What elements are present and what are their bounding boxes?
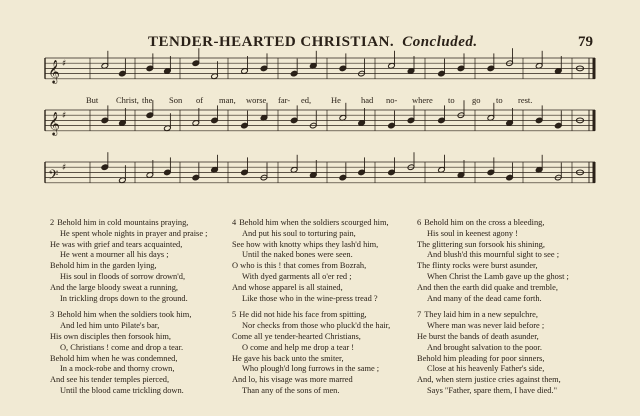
verse-line-text: Says "Father, spare them, I have died." bbox=[427, 385, 557, 395]
verse bbox=[50, 218, 207, 304]
verse-line-text: He gave his back unto the smiter, bbox=[232, 353, 344, 363]
verse-line bbox=[417, 240, 569, 251]
verse-line bbox=[50, 310, 207, 321]
verse-line bbox=[417, 332, 569, 343]
verse-number: 7 bbox=[417, 310, 422, 320]
verse-line bbox=[232, 375, 390, 386]
verse-line bbox=[50, 386, 207, 397]
verse-line-text: And put his soul to torturing pain, bbox=[242, 228, 356, 238]
verse-line-text: Close at his heavenly Father's side, bbox=[427, 364, 545, 374]
verse-line bbox=[232, 321, 390, 332]
verse-line bbox=[417, 310, 569, 321]
verse-line-text: Behold him when he was condemned, bbox=[50, 353, 178, 363]
verse bbox=[417, 218, 569, 304]
verse-line bbox=[232, 229, 390, 240]
verse-line bbox=[417, 250, 569, 261]
verse-line-text: His own disciples then forsook him, bbox=[50, 331, 171, 341]
verse-line-text: In trickling drops down to the ground. bbox=[60, 293, 188, 303]
verse-line bbox=[232, 386, 390, 397]
verse-line bbox=[417, 375, 569, 386]
bass-clef-icon: 𝄢 bbox=[48, 166, 59, 186]
verse-line-text: Behold him on the cross a bleeding, bbox=[424, 218, 545, 227]
verse-line bbox=[50, 229, 207, 240]
verse-line bbox=[50, 272, 207, 283]
lyric-word: He bbox=[331, 95, 341, 105]
verse-line-text: See how with knotty whips they lash'd him, bbox=[232, 239, 379, 249]
sharp-icon: ♯ bbox=[62, 163, 67, 174]
verse-line bbox=[232, 332, 390, 343]
verse-line bbox=[50, 240, 207, 251]
verse-line bbox=[232, 218, 390, 229]
verse-line bbox=[232, 272, 390, 283]
sharp-icon: ♯ bbox=[62, 111, 67, 122]
verse-line bbox=[50, 250, 207, 261]
lyric-word: had bbox=[361, 95, 374, 105]
verse-line bbox=[50, 218, 207, 229]
verse-number: 5 bbox=[232, 310, 237, 320]
verse-number: 3 bbox=[50, 310, 55, 320]
lyric-word: Christ, bbox=[116, 95, 139, 105]
verse-number: 2 bbox=[50, 218, 55, 227]
verse bbox=[232, 218, 390, 304]
lyric-word: to bbox=[496, 95, 503, 105]
verse-line-text: And lo, his visage was more marred bbox=[232, 375, 353, 385]
verse-line-text: And, when stern justice cries against them, bbox=[417, 375, 561, 385]
verse-line-text: He was with grief and tears acquainted, bbox=[50, 239, 183, 249]
verse-line bbox=[232, 294, 390, 305]
page-number: 79 bbox=[578, 34, 593, 50]
verse-line bbox=[417, 261, 569, 272]
lyric-word: the bbox=[142, 95, 153, 105]
verse-line-text: He spent whole nights in prayer and praise ; bbox=[60, 228, 208, 238]
verse-line bbox=[417, 354, 569, 365]
title-text: TENDER-HEARTED CHRISTIAN. bbox=[148, 34, 395, 50]
verse-line-text: O come and help me drop a tear ! bbox=[242, 342, 355, 352]
verse-line bbox=[232, 283, 390, 294]
verse-line-text: The glittering sun forsook his shining, bbox=[417, 239, 545, 249]
verse-line-text: He burst the bands of death asunder, bbox=[417, 331, 539, 341]
verse-column-middle bbox=[232, 218, 390, 403]
verse-line bbox=[232, 364, 390, 375]
verse-line bbox=[417, 283, 569, 294]
verse-line bbox=[417, 343, 569, 354]
verse-line-text: Until the blood came trickling down. bbox=[60, 385, 184, 395]
verse-line-text: With dyed garments all o'er red ; bbox=[242, 271, 352, 281]
verse-line-text: Behold him when the soldiers scourged him, bbox=[239, 218, 389, 227]
verse-line bbox=[50, 343, 207, 354]
verse-line bbox=[50, 364, 207, 375]
verse-line-text: His soul in keenest agony ! bbox=[427, 228, 518, 238]
verse-line-text: Like those who in the wine-press tread ? bbox=[242, 293, 378, 303]
verse-line bbox=[50, 283, 207, 294]
verse-number: 6 bbox=[417, 218, 422, 227]
lyric-word: rest. bbox=[518, 95, 533, 105]
lyric-word: no- bbox=[386, 95, 398, 105]
verse-line-text: And whose apparel is all stained, bbox=[232, 282, 343, 292]
verse-number: 4 bbox=[232, 218, 237, 227]
verse-line-text: And see his tender temples pierced, bbox=[50, 375, 170, 385]
verse bbox=[50, 310, 207, 396]
verse-column-right bbox=[417, 218, 569, 403]
verse-line-text: Come all ye tender-hearted Christians, bbox=[232, 331, 361, 341]
lyric-word: ed, bbox=[301, 95, 312, 105]
verse-line bbox=[50, 261, 207, 272]
verse-line bbox=[50, 294, 207, 305]
verse-line bbox=[50, 354, 207, 365]
verse bbox=[417, 310, 569, 396]
verse-line bbox=[232, 310, 390, 321]
verse-line-text: In a mock-robe and thorny crown, bbox=[60, 364, 175, 374]
lyric-word: Son bbox=[169, 95, 183, 105]
lyric-word: far- bbox=[278, 95, 291, 105]
verse-line-text: He did not hide his face from spitting, bbox=[239, 310, 367, 320]
verse-line bbox=[417, 272, 569, 283]
verse-line-text: Who plough'd long furrows in the same ; bbox=[242, 364, 380, 374]
verse-line-text: Where man was never laid before ; bbox=[427, 321, 545, 331]
verse-line bbox=[232, 250, 390, 261]
verse-line-text: The flinty rocks were burst asunder, bbox=[417, 261, 538, 271]
verse-line-text: O, Christians ! come and drop a tear. bbox=[60, 342, 184, 352]
verse-line-text: And led him unto Pilate's bar, bbox=[60, 321, 160, 331]
verse-line bbox=[417, 229, 569, 240]
verse-line-text: And brought salvation to the poor. bbox=[427, 342, 542, 352]
verse-column-left bbox=[50, 218, 207, 403]
verse-line bbox=[50, 332, 207, 343]
lyric-word: to bbox=[448, 95, 455, 105]
verse-line-text: And blush'd this mournful sight to see ; bbox=[427, 250, 560, 260]
verse bbox=[232, 310, 390, 396]
verse-line bbox=[417, 321, 569, 332]
verse-line bbox=[50, 375, 207, 386]
verse-line bbox=[232, 343, 390, 354]
sharp-icon: ♯ bbox=[62, 59, 67, 70]
verse-line-text: When Christ the Lamb gave up the ghost ; bbox=[427, 271, 569, 281]
verse-line-text: Behold him in cold mountains praying, bbox=[57, 218, 189, 227]
treble-clef-icon: 𝄞 bbox=[48, 58, 60, 83]
lyric-word: where bbox=[412, 95, 433, 105]
lyric-word: But bbox=[86, 95, 99, 105]
verse-line bbox=[417, 364, 569, 375]
lyric-word: go bbox=[472, 95, 481, 105]
verse-line-text: Than any of the sons of men. bbox=[242, 385, 340, 395]
verse-line bbox=[417, 386, 569, 397]
verse-line-text: Behold him in the garden lying, bbox=[50, 261, 157, 271]
verse-line-text: And the large bloody sweat a running, bbox=[50, 282, 179, 292]
verse-line-text: Nor checks from those who pluck'd the hair, bbox=[242, 321, 391, 331]
verse-line-text: His soul in floods of sorrow drown'd, bbox=[60, 271, 186, 281]
verse-line-text: O who is this ! that comes from Bozrah, bbox=[232, 261, 367, 271]
verse-line bbox=[232, 240, 390, 251]
verse-line-text: And then the earth did quake and tremble, bbox=[417, 282, 558, 292]
verse-line bbox=[417, 218, 569, 229]
verse-line bbox=[232, 261, 390, 272]
verse-line-text: Behold him when the soldiers took him, bbox=[57, 310, 192, 320]
treble-clef-icon: 𝄞 bbox=[48, 110, 60, 135]
verse-line bbox=[417, 294, 569, 305]
lyric-word: man, bbox=[219, 95, 236, 105]
verse-line bbox=[50, 321, 207, 332]
verse-line-text: Until the naked bones were seen. bbox=[242, 250, 353, 260]
title-subtitle: Concluded. bbox=[402, 34, 478, 50]
verse-line-text: He went a mourner all his days ; bbox=[60, 250, 169, 260]
verse-line bbox=[232, 354, 390, 365]
verse-line-text: Behold him pleading for poor sinners, bbox=[417, 353, 545, 363]
verse-line-text: And many of the dead came forth. bbox=[427, 293, 542, 303]
lyric-word: of bbox=[196, 95, 204, 105]
music-notes bbox=[48, 48, 584, 186]
verse-line-text: They laid him in a new sepulchre, bbox=[424, 310, 538, 320]
lyric-word: worse bbox=[246, 95, 267, 105]
